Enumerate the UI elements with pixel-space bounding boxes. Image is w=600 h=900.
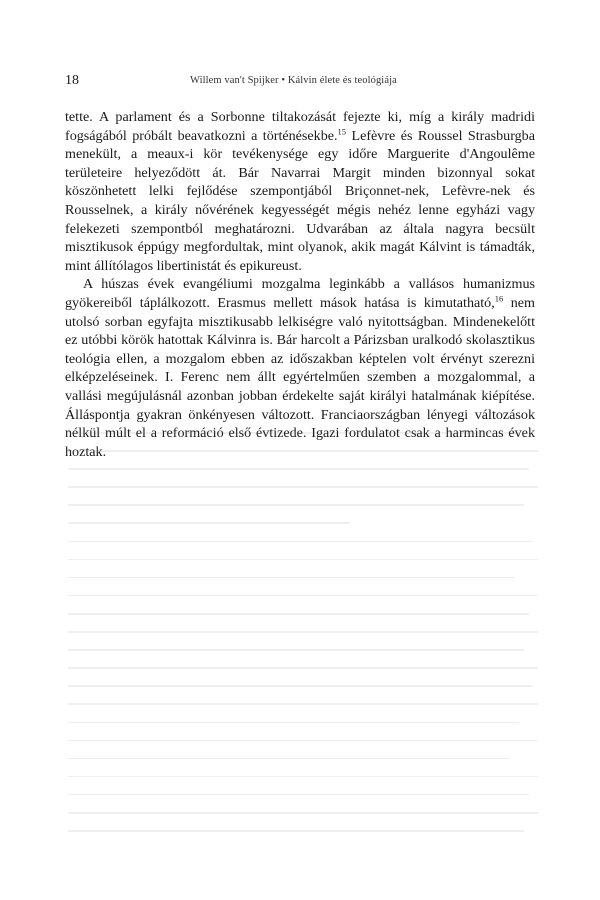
page-header (65, 72, 535, 90)
paragraph-2 (65, 275, 535, 461)
paragraph-1-text-b: Lefèvre és Roussel Strasburgba menekült, a meaux-i kör tevékenysége egy időre Marguerite d'Angoulême területeire helyeződött át. Bár Navarrai Margit minden bizonnyal sokat köszönhetett lelki fejlődése szempontjából Briçonnet-nek, Lefèvre-nek és Rousselnek, a király nővérének kegyességét mégis nehéz lenne egyházi vagy felekezeti szempontból meghatározni. Udvarában az általa nagyra becsült misztikusok éppúgy megfordultak, mint olyanok, akik magát Kálvint is támadták, mint állítólagos libertinistát és epikureust. (65, 127, 535, 274)
paragraph-1 (65, 108, 535, 275)
body-text (65, 108, 535, 461)
running-head: Willem van't Spijker • Kálvin élete és teológiája (190, 75, 397, 86)
paragraph-2-text-b: nem utolsó sorban egyfajta misztikusabb lelkiségre való nyitottságban. Mindenekelőtt ez utóbbi körök hatottak Kálvinra is. Bár harcolt a Párizsban uralkodó skolasztikus teológia ellen, a mozgalom ebben az időszakban képtelen volt érvényt szerezni elképzeléseinek. I. Ferenc nem állt egyértelműen szemben a mozgalommal, a vallási megújulásnál azonban jobban érdekelte saját királyi hatalmának kiépítése. Álláspontja gyakran önkényesen változott. Franciaországban lényegi változások nélkül múlt el a reformáció első évtizede. Igazi fordulatot csak a harmincas évek hoztak. (65, 294, 536, 460)
footnote-ref-15: 15 (337, 125, 347, 136)
show-through-text (68, 432, 538, 862)
paragraph-1-text-a: tette. A parlament és a Sorbonne tiltakozását fejezte ki, míg a király madridi fogságából próbált beavatkozni a történésekbe. (65, 109, 535, 144)
footnote-ref-16: 16 (494, 293, 504, 304)
page-number: 18 (65, 73, 79, 88)
paragraph-2-text-a: A húszas évek evangéliumi mozgalma leginkább a vallásos humanizmus gyökereiből táplálkozott. Erasmus mellett mások hatása is kimutatható, (65, 276, 535, 311)
